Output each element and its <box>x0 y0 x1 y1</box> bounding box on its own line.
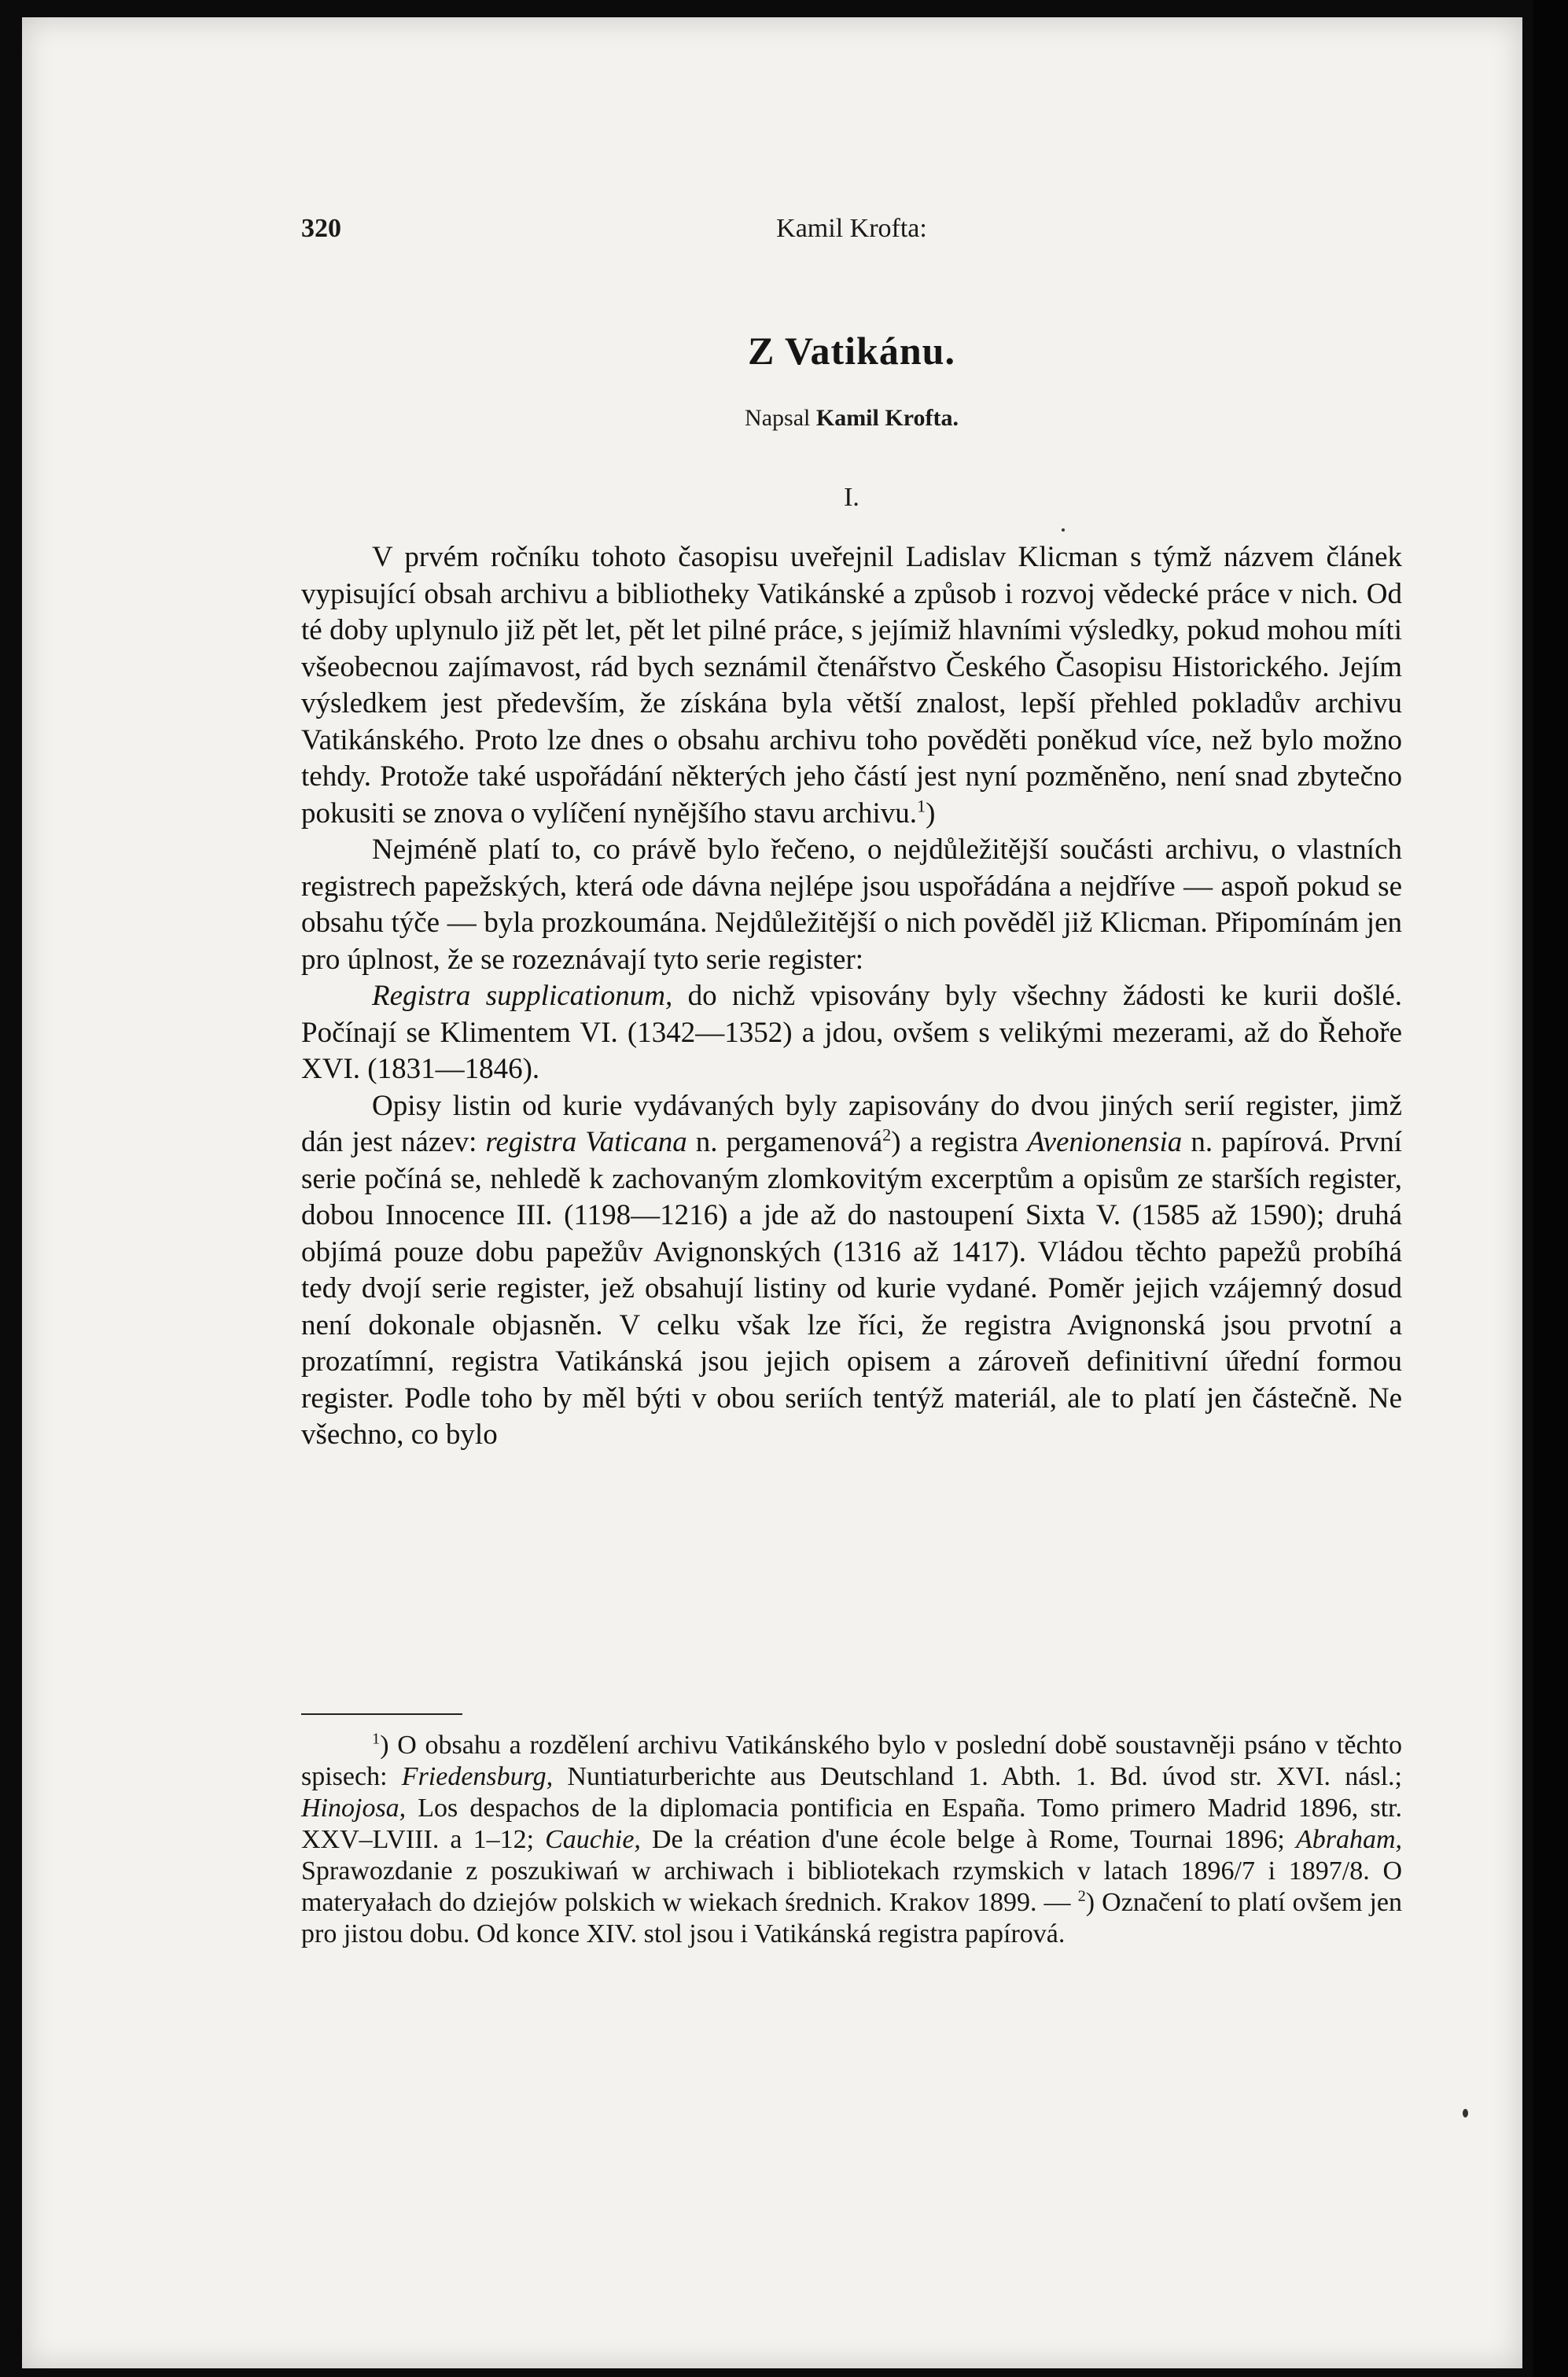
footnote-1-text-e: Sprawozdanie z poszukiwań w archiwach i bibliotekach rzymskich v latach 1896/7 i 1897/8. O materyałach do dziejów polskich w wiekach średnich. Krakov 1899. — <box>301 1856 1402 1917</box>
page-speck <box>1062 528 1065 532</box>
byline-prefix: Napsal <box>745 405 811 431</box>
footnote-block <box>301 1730 1402 1950</box>
footnote-1-text-d: De la création d'une école belge à Rome, Tournai 1896; <box>640 1825 1296 1854</box>
running-head: Kamil Krofta: <box>776 214 927 243</box>
paragraph-4-text-a: Opisy listin od kurie vydávaných byly zapisovány do dvou jiných serií register, jimž dán jest název: <box>301 1089 1402 1158</box>
paragraph-1-end: ) <box>926 797 936 830</box>
footnote-1-text-c: Los despachos de la diplomacia pontificia en España. Tomo primero Madrid 1896, str. XXV–LVIII. a 1–12; <box>301 1794 1402 1854</box>
paragraph-2: Nejméně platí to, co právě bylo řečeno, o nejdůležitější součásti archivu, o vlastních registrech papežských, která ode dávna nejlépe jsou uspořádána a nejdříve — aspoň pokud se obsahu týče — byla prozkoumána. Nejdůležitější o nich pověděl již Klicman. Připomínám jen pro úplnost, že se rozeznávají tyto serie register: <box>301 833 1402 976</box>
footnote-ref-1: 1 <box>917 796 926 816</box>
byline <box>301 405 1402 432</box>
footnote-ref-2: 2 <box>882 1124 892 1145</box>
footnote-1-text-b: Nuntiaturberichte aus Deutschland 1. Abth. 1. Bd. úvod str. XVI. násl.; <box>553 1762 1402 1791</box>
footnote-2-text: ) Označení to platí ovšem jen pro jistou dobu. Od konce XIV. stol jsou i Vatikánská registra papírová. <box>301 1888 1402 1948</box>
registra-avenionensia: Avenionensia <box>1027 1126 1183 1158</box>
paragraph-3-text: do nichž vpisovány byly všechny žádosti ke kurii došlé. Počínají se Klimentem VI. (1342—1352) a jdou, ovšem s velikými mezerami, až do Řehoře XVI. (1831—1846). <box>301 980 1402 1085</box>
footnote-author-friedensburg: Friedensburg, <box>401 1762 554 1791</box>
page-header <box>301 214 1402 253</box>
paragraph-4-text-d: n. papírová. První serie počíná se, nehledě k zachovaným zlomkovitým excerptům a opisům ze starších register, dobou Innocence III. (1198—1216) a jde až do nastoupení Sixta V. (1585 až 1590); druhá objímá pouze dobu papežův Avignonských (1316 až 1417). Vládou těchto papežů probíhá tedy dvojí serie register, jež obsahují listiny od kurie vydané. Poměr jejich vzájemný dosud není dokonale objasněn. V celku však lze říci, že registra Avignonská jsou prvotní a prozatímní, registra Vatikánská jsou jejich opisem a zároveň definitivní úřední formou register. Podle toho by měl býti v obou seriích tentýž materiál, ale to platí jen částečně. Ne všechno, co bylo <box>301 1126 1402 1451</box>
footnotes <box>301 1730 1402 1950</box>
paragraph-1-text: V prvém ročníku tohoto časopisu uveřejnil Ladislav Klicman s týmž názvem článek vypisující obsah archivu a bibliotheky Vatikánské a způsob i rozvoj vědecké práce v nich. Od té doby uplynulo již pět let, pět let pilné práce, s jejímiž hlavními výsledky, pokud mohou míti všeobecnou zajímavost, rád bych seznámil čtenářstvo Českého Časopisu Historického. Jejím výsledkem jest především, že získána byla větší znalost, lepší přehled pokladův archivu Vatikánského. Proto lze dnes o obsahu archivu toho pověděti poněkud více, než bylo možno tehdy. Protože také uspořádání některých jeho částí jest nyní pozměněno, není snad zbytečno pokusiti se znova o vylíčení nynějšího stavu archivu. <box>301 541 1402 830</box>
document-page <box>22 17 1522 2368</box>
scan-border <box>1533 0 1568 2377</box>
page-speck <box>1463 2109 1468 2118</box>
byline-author: Kamil Krofta. <box>815 405 959 431</box>
paragraph-4-text-c: ) a registra <box>891 1126 1028 1158</box>
paragraph-4 <box>301 1088 1402 1454</box>
article-body <box>301 539 1402 1454</box>
footnote-author-abraham: Abraham, <box>1295 1825 1402 1854</box>
footnote-1-mark: 1 <box>372 1730 381 1748</box>
page-number: 320 <box>301 214 341 243</box>
registra-vaticana: registra Vaticana <box>485 1126 687 1158</box>
footnote-2-mark: 2 <box>1077 1887 1086 1905</box>
article-title: Z Vatikánu. <box>748 329 955 373</box>
footnote-author-cauchie: Cauchie, <box>545 1825 641 1854</box>
paragraph-1 <box>301 539 1402 832</box>
footnote-rule <box>301 1713 462 1715</box>
footnote-1-text-a: ) O obsahu a rozdělení archivu Vatikánského bylo v poslední době soustavněji psáno v těchto spisech: <box>301 1731 1402 1791</box>
section-number: I. <box>844 483 859 512</box>
paragraph-4-text-b: n. pergamenová <box>686 1126 883 1158</box>
registra-supplicationum: Registra supplicationum, <box>372 980 673 1012</box>
footnote-author-hinojosa: Hinojosa, <box>301 1794 407 1823</box>
paragraph-3 <box>301 978 1402 1088</box>
